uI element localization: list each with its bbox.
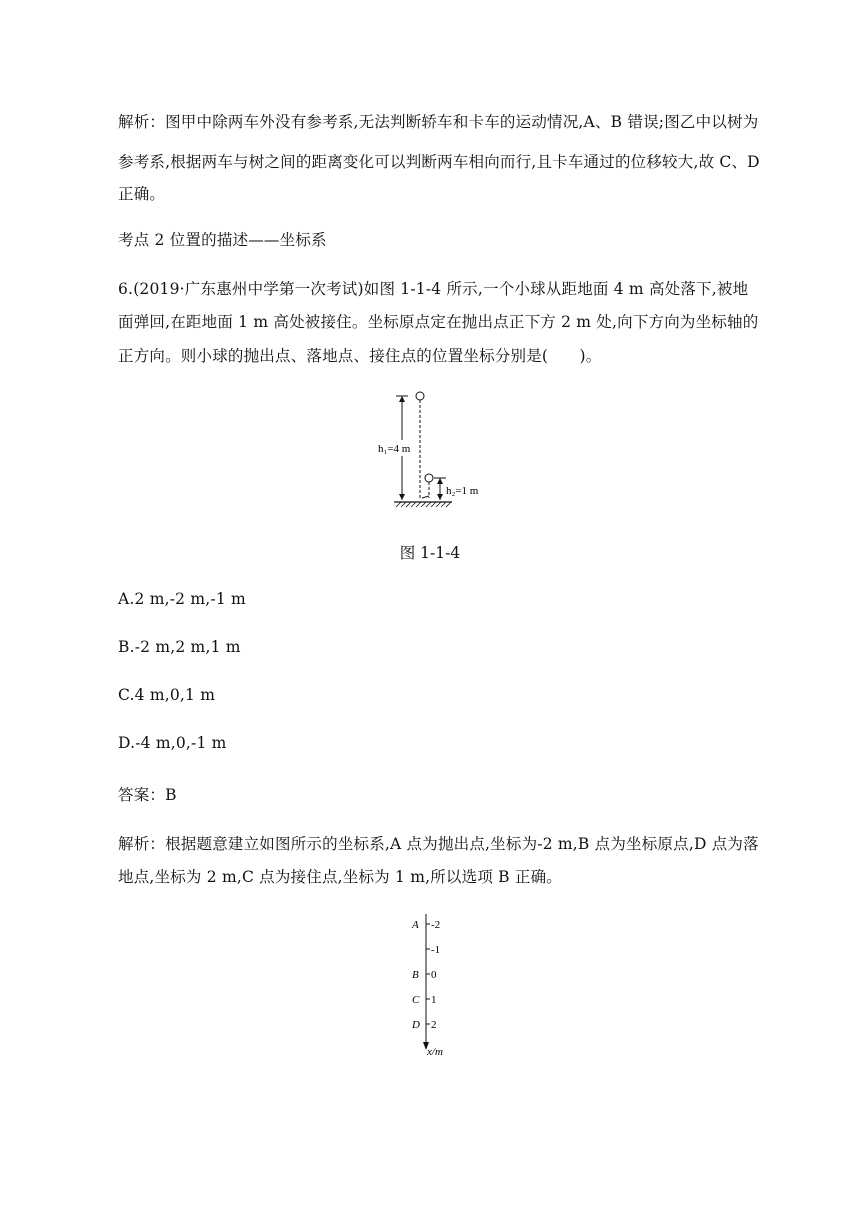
axis-tick-label: -1: [431, 944, 441, 956]
explanation-line-3: 正确。: [118, 185, 166, 203]
option-a: A.2 m,-2 m,-1 m: [118, 590, 246, 608]
question-line-1: 6.(2019·广东惠州中学第一次考试)如图 1-1-4 所示,一个小球从距地面 4 m 高处落下,被地: [118, 280, 749, 298]
answer: 答案：B: [118, 786, 177, 804]
ball-top: [416, 392, 424, 400]
ball-caught: [425, 474, 433, 482]
explanation-line-2: 参考系,根据两车与树之间的距离变化可以判断两车相向而行,且卡车通过的位移较大,故 C、D: [118, 153, 760, 171]
section-heading: 考点 2 位置的描述——坐标系: [118, 231, 327, 249]
point-letter-b: B: [412, 969, 419, 981]
h2-label: h₂=1 m: [446, 485, 479, 497]
explanation2-line-1: 解析：根据题意建立如图所示的坐标系,A 点为抛出点,坐标为-2 m,B 点为坐标原点,D 点为落: [118, 835, 759, 853]
option-d: D.-4 m,0,-1 m: [118, 734, 227, 752]
option-b: B.-2 m,2 m,1 m: [118, 638, 241, 656]
point-letter-d: D: [412, 1019, 420, 1031]
question-line-3: 正方向。则小球的抛出点、落地点、接住点的位置坐标分别是( )。: [118, 347, 602, 365]
h1-label: h₁=4 m: [378, 443, 411, 455]
axis-label: x/m: [427, 1046, 443, 1058]
point-letter-a: A: [412, 919, 419, 931]
point-letter-c: C: [412, 994, 420, 1006]
coordinate-axis-figure: [398, 910, 478, 1060]
ball-drop-figure: [366, 388, 506, 518]
figure-caption: 图 1-1-4: [399, 544, 461, 562]
question-line-2: 面弹回,在距地面 1 m 高处被接住。坐标原点定在抛出点正下方 2 m 处,向下方向为坐标轴的: [118, 313, 759, 331]
axis-tick-label: -2: [431, 919, 441, 931]
axis-tick-label: 0: [431, 969, 437, 981]
axis-tick-label: 1: [431, 994, 437, 1006]
explanation-line-1: 解析：图甲中除两车外没有参考系,无法判断轿车和卡车的运动情况,A、B 错误;图乙中以树为: [118, 113, 759, 131]
option-c: C.4 m,0,1 m: [118, 686, 216, 704]
axis-tick-label: 2: [431, 1019, 437, 1031]
explanation2-line-2: 地点,坐标为 2 m,C 点为接住点,坐标为 1 m,所以选项 B 正确。: [118, 868, 562, 886]
